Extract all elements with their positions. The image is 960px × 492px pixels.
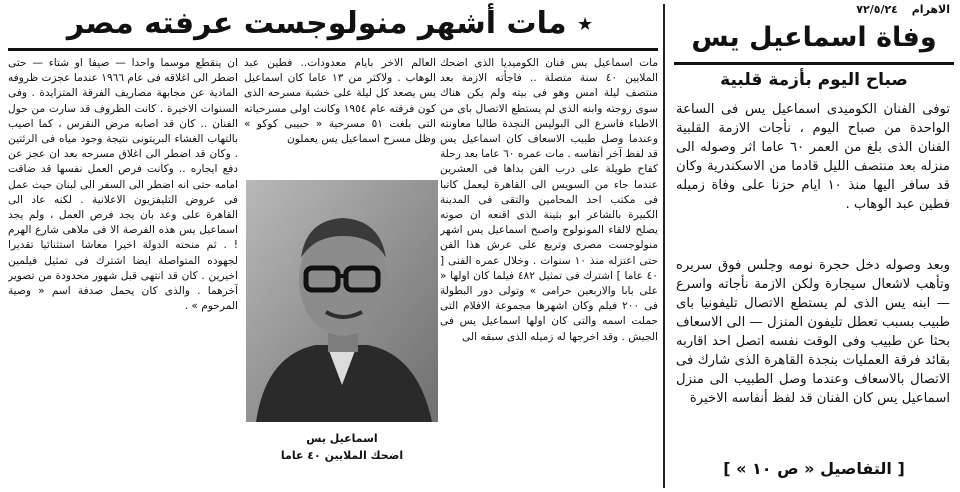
portrait-image <box>246 180 438 422</box>
newspaper-name: الاهرام <box>911 3 950 16</box>
main-column-3: ان ينقطع موسما واحدا — صيفا او شتاء — حتى اضطر الى اغلاقه فى عام ١٩٦٦ عندما عجزت ظروفه المادية عن مجابهة مصاريف الفرقة المتزايدة . وفى السنوات الاخيرة . كانت الظروف قد سارت من حول الفنان .. كان قد اصابه مرض النقرس ، كما اصيب بالتهاب الغشاء البريتونى نتيجة وجود مياه فى الرئتين . وكان قد اضطر الى اغلاق مسرحه بعد ان عجز عن دفع ايجاره .. وكانت فرص العمل نفسها قد ضاقت امامه حتى انه اضطر الى السفر الى لبنان حيث عمل فى عروض التليفزيون الاعلانية . لكنه عاد الى القاهرة على وعد بان يجد فرص العمل ، ولم يجد اسماعيل يس هذه الفرصة الا فى ملاهى شارع الهرم ! . ثم منحته الدولة اخيرا معاشا استثنائيا تقديرا لجهوده المتواصلة ايضا اشترك فى تمثيل فيلمين اخيرين . كان قد انتهى قبل شهور محدودة من تصوير آخرهما . والذى كان يحمل صدفة اسم « وصية المرحوم » . <box>8 57 238 313</box>
portrait-photo <box>246 180 438 422</box>
main-column-1: مات اسماعيل يس فنان الكوميديا الذى اضحك الملايين ٤٠ سنة متصلة .. فاجأته الازمة بعد منتصف ليلة امس وهو فى بيته ولم يكن هناك سوى زوجته وابنه الذى لم يستطع الاتصال باى من الاطباء فاسرع الى البوليس النجدة طالبا معاونته وعندما وصل طبيب الاسعاف كان اسماعيل يس قد لفظ آخر أنفاسه . مات عمره ٦٠ عاما بعد رحلة كفاح طويلة على درب الفن بداها فى العشرين عندما جاء من السويس الى القاهرة ليعمل كاتبا فى مكتب احد المحامين والتقى فى المدينة الكبيرة بالشاعر ابو بثينة الذى اقنعه ان صوته يصلح لالقاء المونولوج واصبح اسماعيل يس اشهر منولوجست مصرى وتربع على عرش هذا الفن حتى اعتزله منذ ١٠ سنوات . وخلال عمره الفنى [ ٤٠ عاما ] اشترك فى تمثيل ٤٨٢ فيلما كان اولها « على بابا والاربعين حرامى » وتولى دور البطولة فى ٢٠٠ فيلم وكان اشهرها مجموعة الافلام التى حملت اسمه والتى كان اولها اسماعيل يس فى الجيش . وقد اخرجها له زميله الذى سبقه الى <box>440 57 658 343</box>
headline-rule <box>674 62 954 65</box>
publication-date: ٧٢/٥/٢٤ <box>856 3 898 16</box>
main-headline-rule <box>8 48 658 51</box>
dateline <box>856 3 950 16</box>
main-headline <box>0 6 660 41</box>
photo-caption <box>246 430 438 464</box>
obituary-headline: وفاة اسماعيل يس <box>691 22 937 53</box>
obituary-subheadline: صباح اليوم بأزمة قلبية <box>720 70 908 90</box>
headline-star-icon: ★ <box>576 14 594 35</box>
obituary-paragraph-1: توفى الفنان الكوميدى اسماعيل يس فى الساعة الواحدة من صباح اليوم ، نأجات الازمة القلبية الفنان الذى بلغ من العمر ٦٠ عاما اثر وصوله الى منزله بعد منتصف الليل قادما من الاسكندرية وكان قد سافر اليها منذ ١٠ ايام حزنا على وفاة زميله فطين عبد الوهاب . <box>676 102 950 212</box>
main-headline-text: مات أشهر منولوجست عرفته مصر <box>66 6 567 41</box>
details-reference: [ التفاصيل « ص ١٠ » ] <box>723 459 905 478</box>
obituary-paragraph-2: وبعد وصوله دخل حجرة نومه وجلس فوق سريره وتأهب لاشعال سيجارة ولكن الازمة نأجاته واسرع — ابنه يس الذى لم يستطع الاتصال تليفونيا باى طبيب بسبب تعطل تليفون المنزل — الى الاسعاف بحثا عن طبيب وفى الوقت نفسه اتصل احد اقاربه بقائد فرقة العمليات بنجدة القاهرة الذى شارك فى الاتصال بالاسعاف وعندما وصل الطبيب الى منزل اسماعيل يس كان الفنان قد لفظ أنفاسه الاخيرة <box>676 258 950 406</box>
obituary-article <box>668 0 960 492</box>
column-divider <box>663 4 665 488</box>
main-column-2: العالم الاخر بايام معدودات.. فطين عبد الوهاب . ولاكثر من ١٣ عاما كان اسماعيل يس يصعد كل ليلة على خشبة مسرحه الذى كون فرقته عام ١٩٥٤ وكانت اولى مسرحياته التى بلغت ٥١ مسرحية « حبيبى كوكو » وظل مسرح اسماعيل يس يعملون <box>244 57 436 146</box>
caption-text: اضحك الملايين ٤٠ عاما <box>280 449 404 462</box>
caption-name: اسماعيل يس <box>306 432 378 445</box>
